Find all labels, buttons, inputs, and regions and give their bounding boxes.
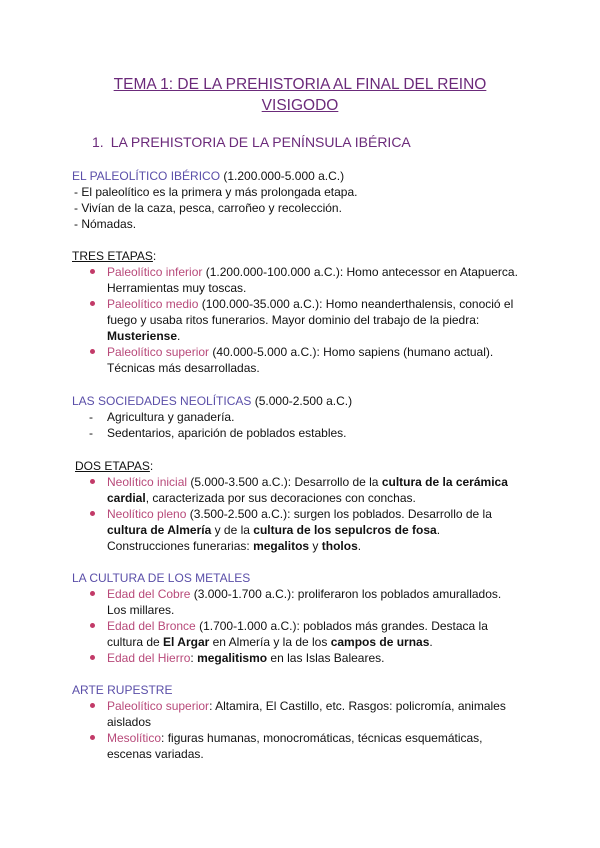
item-text: (1.700-1.000 a.C.): poblados más grandes. Destaca la	[195, 619, 488, 633]
arte-heading: ARTE RUPESTRE	[72, 683, 173, 697]
section-heading	[92, 133, 411, 151]
item-text: Sedentarios, aparición de poblados estables.	[107, 426, 347, 440]
section-number: 1.	[92, 134, 104, 150]
heading-colon: :	[152, 249, 157, 263]
item-label: Paleolítico inferior	[107, 265, 203, 279]
dos-etapas-section	[72, 458, 532, 554]
paleolitico-dates: (1.200.000-5.000 a.C.)	[220, 169, 345, 183]
item-label: Paleolítico superior	[107, 699, 210, 713]
bullet-icon	[90, 623, 95, 628]
paleolitico-heading	[72, 168, 532, 184]
list-item	[72, 344, 532, 376]
item-bold-term: Musteriense	[107, 329, 178, 343]
item-bold-term: campos de urnas	[330, 635, 430, 649]
arte-section	[72, 682, 532, 762]
item-text: fuego y usaba ritos funerarios. Mayor dominio del trabajo de la piedra:	[107, 313, 480, 327]
item-bold-term: tholos	[321, 539, 358, 553]
item-label: Neolítico inicial	[107, 475, 188, 489]
item-bold-term: cultura de Almería	[107, 523, 212, 537]
item-bold-term: cultura de la cerámica	[381, 475, 508, 489]
item-bold-term: El Argar	[163, 635, 210, 649]
bullet-icon	[90, 655, 95, 660]
item-text: , caracterizada por sus decoraciones con conchas.	[145, 491, 416, 505]
title-line-1: TEMA 1: DE LA PREHISTORIA AL FINAL DEL REINO	[113, 76, 487, 93]
list-item	[72, 264, 532, 296]
paleolitico-heading-text: EL PALEOLÍTICO IBÉRICO	[72, 169, 221, 183]
item-text: Construcciones funerarias:	[107, 539, 254, 553]
item-text: Los millares.	[107, 603, 175, 617]
item-text: :	[190, 651, 198, 665]
item-label: Mesolítico	[107, 731, 162, 745]
item-text: : figuras humanas, monocromáticas, técnicas esquemáticas,	[161, 731, 483, 745]
item-text: Agricultura y ganadería.	[107, 410, 235, 424]
item-label: Neolítico pleno	[107, 507, 187, 521]
item-text: en las Islas Baleares.	[267, 651, 385, 665]
item-bold-term: cardial	[107, 491, 146, 505]
item-text: Herramientas muy toscas.	[107, 281, 247, 295]
neolitico-dates: (5.000-2.500 a.C.)	[251, 394, 353, 408]
item-label: Edad del Bronce	[107, 619, 196, 633]
item-bold-term: cultura de los sepulcros de fosa	[253, 523, 437, 537]
list-item	[72, 650, 532, 666]
item-label: Paleolítico medio	[107, 297, 199, 311]
section-heading-text: LA PREHISTORIA DE LA PENÍNSULA IBÉRICA	[110, 134, 411, 150]
item-text: .	[429, 635, 433, 649]
item-bold-term: megalitos	[253, 539, 310, 553]
bullet-icon	[90, 511, 95, 516]
list-item	[72, 618, 532, 650]
dash-marker: -	[89, 410, 93, 424]
item-text: aislados	[107, 715, 152, 729]
item-text: cultura de	[107, 635, 164, 649]
item-text: y	[309, 539, 322, 553]
list-item	[72, 698, 532, 730]
item-text: Técnicas más desarrolladas.	[107, 361, 260, 375]
bullet-icon	[90, 735, 95, 740]
paleolitico-section	[72, 168, 532, 232]
item-text: (5.000-3.500 a.C.): Desarrollo de la	[187, 475, 382, 489]
metales-section	[72, 570, 532, 666]
bullet-icon	[90, 301, 95, 306]
neolitico-section	[72, 393, 532, 441]
paleolitico-line: - El paleolítico es la primera y más prolongada etapa.	[74, 185, 358, 199]
list-item	[72, 730, 532, 762]
list-item	[72, 586, 532, 618]
item-text: y de la	[211, 523, 254, 537]
neolitico-heading-text: LAS SOCIEDADES NEOLÍTICAS	[72, 394, 252, 408]
list-item	[72, 506, 532, 554]
item-text: .	[436, 523, 441, 537]
item-text: .	[177, 329, 181, 343]
bullet-icon	[90, 349, 95, 354]
item-text: en Almería y la de los	[209, 635, 331, 649]
tres-etapas-heading-text: TRES ETAPAS	[72, 249, 153, 263]
item-bold-term: megalitismo	[197, 651, 268, 665]
document-title	[70, 74, 530, 116]
bullet-icon	[90, 591, 95, 596]
item-text: (3.500-2.500 a.C.): surgen los poblados. Desarrollo de la	[186, 507, 492, 521]
item-text: (40.000-5.000 a.C.): Homo sapiens (humano actual).	[209, 345, 494, 359]
item-text: (100.000-35.000 a.C.): Homo neanderthalensis, conoció el	[198, 297, 514, 311]
paleolitico-line: - Vivían de la caza, pesca, carroñeo y recolección.	[74, 201, 342, 215]
item-text: .	[357, 539, 362, 553]
dos-etapas-heading-text: DOS ETAPAS	[75, 459, 150, 473]
tres-etapas-section	[72, 248, 532, 376]
paleolitico-line: - Nómadas.	[74, 217, 137, 231]
bullet-icon	[90, 479, 95, 484]
list-item	[72, 296, 532, 344]
list-item	[72, 409, 532, 425]
dos-etapas-heading	[72, 458, 532, 474]
title-line-2: VISIGODO	[261, 97, 339, 114]
neolitico-heading	[72, 393, 532, 409]
item-text: (3.000-1.700 a.C.): proliferaron los poblados amurallados.	[190, 587, 502, 601]
item-text: (1.200.000-100.000 a.C.): Homo antecessor en Atapuerca.	[202, 265, 518, 279]
heading-colon: :	[149, 459, 154, 473]
item-label: Edad del Hierro	[107, 651, 191, 665]
bullet-icon	[90, 269, 95, 274]
item-label: Paleolítico superior	[107, 345, 210, 359]
bullet-icon	[90, 703, 95, 708]
metales-heading: LA CULTURA DE LOS METALES	[72, 571, 251, 585]
tres-etapas-heading	[72, 248, 532, 264]
dash-marker: -	[89, 426, 93, 440]
item-text: escenas variadas.	[107, 747, 204, 761]
list-item	[72, 474, 532, 506]
list-item	[72, 425, 532, 441]
item-text: : Altamira, El Castillo, etc. Rasgos: policromía, animales	[209, 699, 506, 713]
item-label: Edad del Cobre	[107, 587, 191, 601]
